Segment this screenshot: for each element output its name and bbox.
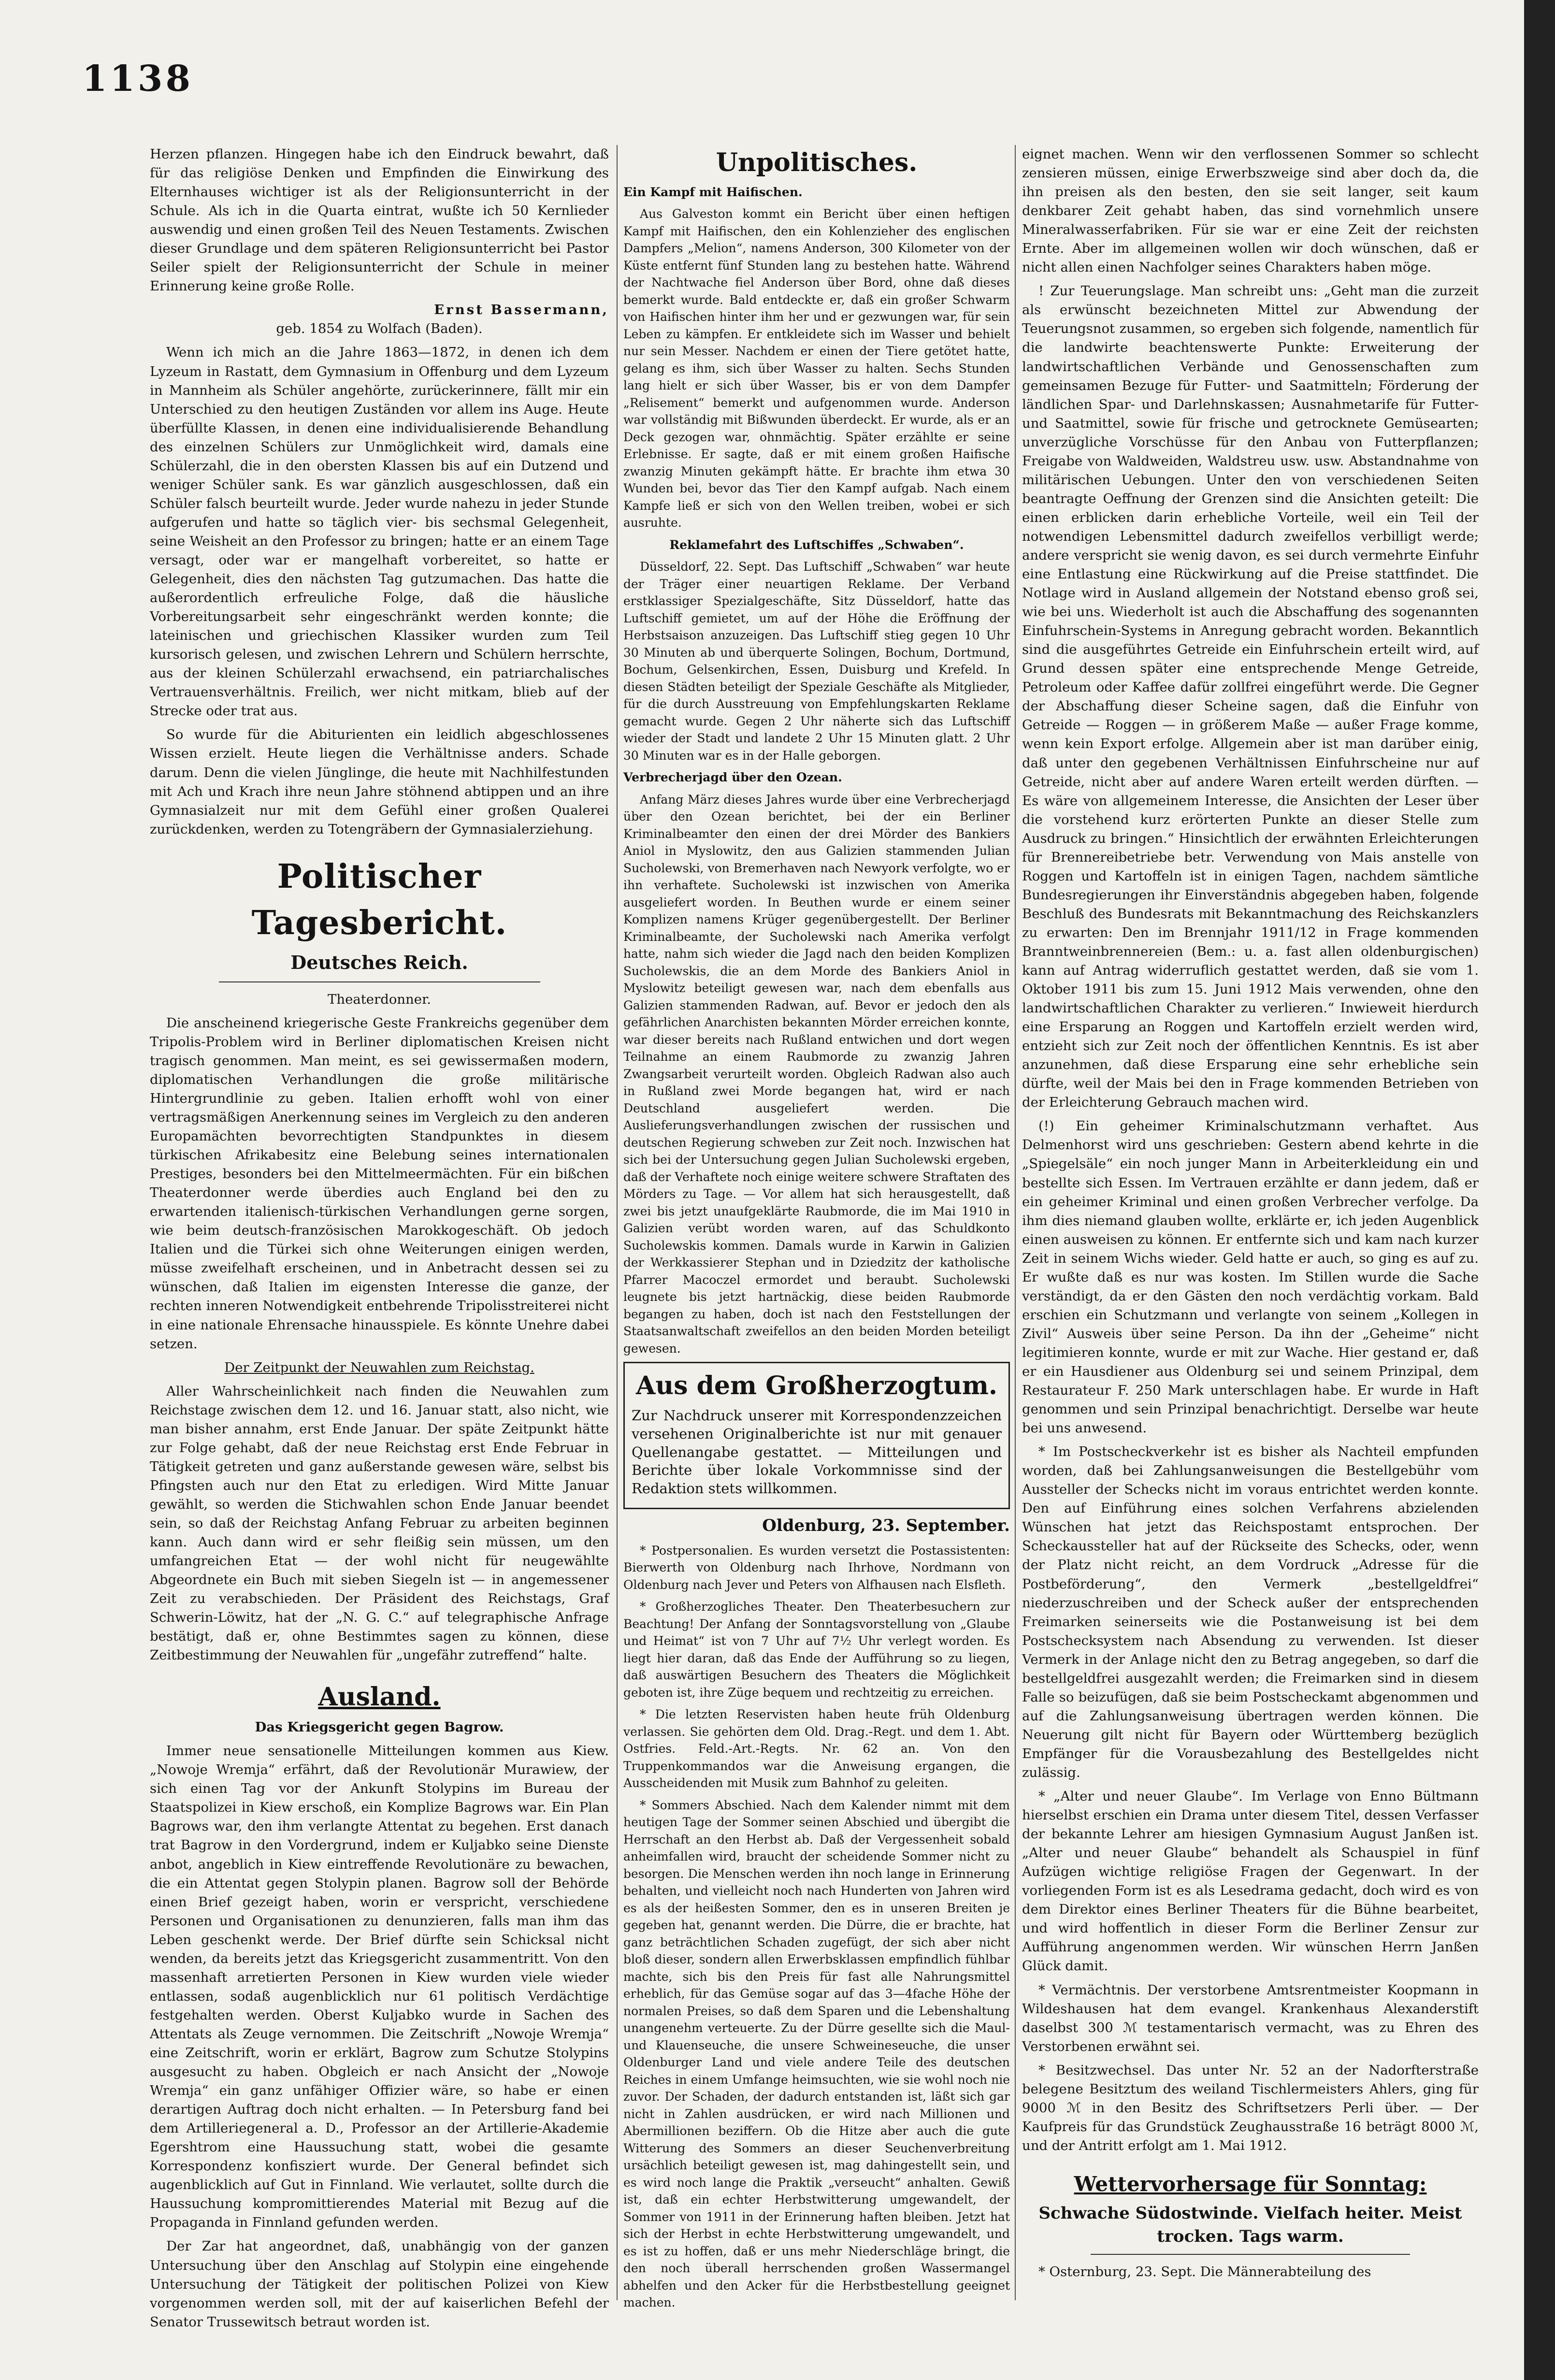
article-paragraph: So wurde für die Abiturienten ein leidlich abgeschlossenes Wissen erzielt. Heute liegen die Verhältnisse anders. Schade darum. Denn die vielen Jünglinge, die heute mit Nachhilfestunden mit Ach und Krach ihre neun Jahre stöhnend abtippen und an ihre Gymnasialzeit nur mit dem Gefühl einer großen Qualerei zurückdenken, werden zu Totengräbern der Gymnasialerziehung.	[150, 727, 609, 837]
section-heading: Unpolitisches.	[716, 148, 918, 177]
article-paragraph: eignet machen. Wenn wir den verflossenen Sommer so schlecht zensieren müssen, einige Erwerbszweige sind aber doch da, die ihn preisen als den besten, den sie seit langer, seit kaum denkbarer Zeit gehabt haben, das sind vornehmlich unsere Mineralwasserfabriken. Für sie war er eine Zeit der reichsten Ernte. Aber im allgemeinen wollen wir doch wünschen, daß er nicht allen einen Nachfolger seines Charakters haben möge.	[1022, 146, 1479, 275]
article-paragraph: (!) Ein geheimer Kriminalschutzmann verhaftet. Aus Delmenhorst wird uns geschrieben: Gestern abend kehrte in die „Spiegelsäle“ ein noch junger Mann in Arbeiterkleidung ein und bestellte sich Essen. Im Vertrauen erzählte er dann jedem, daß er ein geheimer Kriminal und einen großen Verbrecher verfolge. Da ihm dies niemand glauben wollte, erklärte er, ich jeden Augenblick einen ausweisen zu können. Er entfernte sich und kam nach kurzer Zeit in seinem Wichs wieder. Geld hatte er auch, so ging es auf zu. Er wußte daß es nur was kosten. Im Stillen wurde die Sache verständigt, da er den Gästen den noch verdächtig vorkam. Bald erschien ein Schutzmann und verlangte von seinem „Kollegen in Zivil“ Ausweis über seine Person. Da ihn der „Geheime“ nicht legitimieren konnte, wurde er mit zur Wache. Hier gestand er, daß er ein Hausdiener aus Oldenburg sei und seinem Prinzipal, dem Restaurateur F. 250 Mark unterschlagen habe. Er wurde in Haft genommen und sein Prinzipal benachrichtigt. Derselbe war heute bei uns anwesend.	[1022, 1118, 1479, 1436]
section-heading: Ausland.	[318, 1682, 441, 1712]
article-paragraph: ! Zur Teuerungslage. Man schreibt uns: „Geht man die zurzeit als erwünscht bezeichneten Mittel zur Abwendung der Teuerungsnot zusammen, so ergeben sich folgende, namentlich für die landwirte beachtenswerte Punkte: Erweiterung der landwirtschaftlichen Verbände und Genossenschaften zum gemeinsamen Bezuge für Futter- und Saatmitteln; Förderung der ländlichen Spar- und Darlehnskassen; Ausnahmetarife für Futter- und Saatmittel, sowie für frische und getrocknete Gemüsearten; unverzügliche Vorschüsse für den Anbau von Futterpflanzen; Freigabe von Waldweiden, Waldstreu usw. usw. Abstandnahme von militärischen Uebungen. Unter den von verschiedenen Seiten beantragte Oeffnung der Grenzen sind die Ansichten geteilt: Die einen erblicken darin erhebliche Vorteile, weil ein Teil der notwendigen Lebensmittel dadurch zweifellos verbilligt werde; andere verspricht sie wenig davon, es sei durch vermehrte Einfuhr eine Entlastung eine Rückwirkung auf die Preise stattfindet. Die Notlage wird in Ausland allgemein der Notstand ebenso groß sei, wie bei uns. Wiederholt ist auch die Abschaffung des sogenannten Einfuhrschein-Systems in Anregung gebracht worden. Bekanntlich sind die ausgeführtes Getreide ein Einfuhrschein erteilt wird, auf Grund dessen später eine entsprechende Menge Getreide, Petroleum oder Kaffee dafür zollfrei eingeführt werde. Die Gegner der Abschaffung dieser Scheine sagen, daß die Einfuhr von Getreide — Roggen — in größerem Maße — außer Frage komme, wenn kein Export erfolge. Allgemein aber ist man darüber einig, daß unter den gegebenen Verhältnissen Einfuhrscheine nur auf Getreide, nicht aber auf andere Waren erteilt werden dürften. — Es wäre von allgemeinem Interesse, die Ansichten der Leser über die vorstehend kurz erörterten Punkte an dieser Stelle zum Ausdruck zu bringen.“ Hinsichtlich der erwähnten Erleichterungen für Brennereibetriebe betr. Verwendung von Mais anstelle von Roggen und Kartoffeln ist in einigen Tagen, nachdem sämtliche Bundesregierungen ihr Einverständnis abgegeben haben, folgende Beschluß des Bundesrats mit Bekanntmachung des Reichskanzlers zu erwarten: Den im Brennjahr 1911/12 in Frage kommenden Branntweinbrennereien (Bem.: u. a. fast allen oldenburgischen) kann auf Antrag widerruflich gestattet werden, daß sie vom 1. Oktober 1911 bis zum 15. Juni 1912 Mais verwenden, ohne den landwirtschaftlichen Charakter zu verlieren.“ Inwieweit hierdurch eine Ersparung an Roggen und Kartoffeln erzielt werden wird, entzieht sich zur Zeit noch der öffentlichen Kenntnis. Es ist aber anzunehmen, daß diese Ersparung eine sehr erhebliche sein dürfte, weil der Mais bei den in Frage kommenden Betrieben von der Erleichterung Gebrauch machen wird.	[1022, 283, 1479, 1111]
article-paragraph: Aus Galveston kommt ein Bericht über einen heftigen Kampf mit Haifischen, den ein Kohlenzieher des englischen Dampfers „Melion“, namens Anderson, 300 Kilometer von der Küste entfernt fünf Stunden lang zu bestehen hatte. Während der Nachtwache fiel Anderson über Bord, ohne daß dieses bemerkt wurde. Bald entdeckte er, daß ein großer Schwarm von Haifischen hinter ihm her und er gezwungen war, für sein Leben zu kämpfen. Er entkleidete sich im Wasser und behielt nur sein Messer. Nachdem er einen der Tiere getötet hatte, gelang es ihm, sich über Wasser zu halten. Sechs Stunden lang hielt er sich über Wasser, bis er von dem Dampfer „Relisement“ bemerkt und aufgenommen wurde. Anderson war vollständig mit Bißwunden überdeckt. Er wurde, als er an Deck gezogen war, ohnmächtig. Später erzählte er seine Erlebnisse. Er sagte, daß er mit einem großen Haifische zwanzig Minuten gekämpft hätte. Er brachte ihm etwa 30 Wunden bei, bevor das Tier den Kampf aufgab. Nach einem Kampfe ließ er sich von den Wellen treiben, wobei er sich ausruhte.	[623, 207, 1010, 530]
article-title: Der Zeitpunkt der Neuwahlen zum Reichstag.	[224, 1359, 534, 1375]
divider	[219, 981, 540, 982]
article-paragraph: Die anscheinend kriegerische Geste Frankreichs gegenüber dem Tripolis-Problem wird in Berliner diplomatischen Kreisen nicht tragisch genommen. Man meint, es sei gewissermaßen modern, diplomatischen Verhandlungen die große militärische Hintergrundlinie zu geben. Italien erhofft wohl von einer vertragsmäßigen Anerkennung seines im Vergleich zu den anderen Europamächten bevorrechtigten Standpunktes in diesem türkischen Afrikabesitz eine Belebung seines internationalen Prestiges, besonders bei den Mittelmeermächten. Für ein bißchen Theaterdonner werde überdies auch England bei den zu erwartenden italienisch-türkischen Verhandlungen gerne sorgen, wie beim deutsch-französischen Marokkogeschäft. Ob jedoch Italien und die Türkei sich ohne Weiterungen einigen werden, müsse zweifelhaft erscheinen, und in Anbetracht dessen sei zu wünschen, daß Italien im eigensten Interesse die ganze, der rechten inneren Notwendigkeit entbehrende Tripolisstreiterei nicht in eine nationale Ehrensache hinausspiele. Es könnte Unehre dabei setzen.	[150, 1015, 609, 1352]
article-paragraph: * Osternburg, 23. Sept. Die Männerabteilung des	[1038, 2264, 1371, 2280]
article-paragraph: Herzen pflanzen. Hingegen habe ich den Eindruck bewahrt, daß für das religiöse Denken und Empfinden die Einwirkung des Elternhauses wichtiger ist als der Religionsunterricht in der Schule. Als ich in die Quarta eintrat, wußte ich 50 Kernlieder auswendig und einen großen Teil des Neuen Testaments. Zwischen dieser Grundlage und dem späteren Religionsunterricht bei Pastor Seiler spielt der Religionsunterricht der Schule in meiner Erinnerung keine große Rolle.	[150, 146, 609, 294]
subsection-heading: Deutsches Reich.	[290, 951, 468, 973]
scan-edge	[1524, 0, 1555, 2380]
weather-forecast-title: Wettervorhersage für Sonntag:	[1074, 2172, 1427, 2196]
divider	[1091, 2254, 1411, 2255]
article-paragraph: Düsseldorf, 22. Sept. Das Luftschiff „Schwaben“ war heute der Träger einer neuartigen Reklame. Der Verband erstklassiger Spezialgeschäfte, Sitz Düsseldorf, hatte das Luftschiff gemietet, um auf der Höhe die Eröffnung der Herbstsaison anzuzeigen. Das Luftschiff stieg gegen 10 Uhr 30 Minuten ab und überquerte Solingen, Bochum, Dortmund, Bochum, Gelsenkirchen, Essen, Duisburg und Krefeld. In diesen Städten beteiligt der Speziale Geschäfte als Mitglieder, für die durch Ausstreuung von Empfehlungskarten Reklame gemacht wurde. Gegen 2 Uhr näherte sich das Luftschiff wieder der Stadt und landete 2 Uhr 15 Minuten glatt. 2 Uhr 30 Minuten war es in der Halle geborgen.	[623, 560, 1010, 763]
article-paragraph: * Großherzogliches Theater. Den Theaterbesuchern zur Beachtung! Der Anfang der Sonntagsvorstellung von „Glaube und Heimat“ ist von 7 Uhr auf 7½ Uhr verlegt worden. Es liegt hier daran, daß das Ende der Aufführung so zu liegen, daß auswärtigen Besuchern des Theaters die Möglichkeit geboten ist, ihre Züge bequem und rechtzeitig zu erreichen.	[623, 1600, 1010, 1700]
article-paragraph: * Besitzwechsel. Das unter Nr. 52 an der Nadorfterstraße belegene Besitztum des weiland Tischlermeisters Ahlers, ging für 9000 ℳ in den Besitz des Schriftsetzers Perli über. — Der Kaufpreis für das Grundstück Zeughausstraße 16 beträgt 8000 ℳ, und der Antritt erfolgt am 1. Mai 1912.	[1022, 2062, 1479, 2153]
dateline: Oldenburg, 23. September.	[762, 1515, 1010, 1535]
section-notice: Zur Nachdruck unserer mit Korrespondenzzeichen versehenen Originalberichte ist nur mit genauer Quellenangabe gestattet. — Mitteilungen und Berichte über lokale Vorkommnisse sind der Redaktion stets willkommen.	[632, 1407, 1002, 1497]
column-right	[1022, 145, 1479, 2286]
article-paragraph: Anfang März dieses Jahres wurde über eine Verbrecherjagd über den Ozean berichtet, bei der ein Berliner Kriminalbeamter den einen der drei Mörder des Bankiers Aniol in Myslowitz, den aus Galizien stammenden Julian Sucholewski, von Bremerhaven nach Newyork verfolgte, wo er ihn verhaftete. Sucholewski ist inzwischen von Amerika ausgeliefert worden. In Beuthen wurde er einem seiner Komplizen namens Krüger gegenübergestellt. Der Berliner Kriminalbeamte, der Sucholewski nach Amerika verfolgt hatte, nahm sich wieder die Jagd nach den beiden Komplizen Sucholewskis, die an dem Morde des Bankiers Aniol in Myslowitz beteiligt gewesen war, nach dem ebenfalls aus Galizien stammenden Radwan, auf. Bevor er jedoch den als gefährlichen Anarchisten bekannten Mörder erreichen konnte, war dieser bereits nach Rußland entwichen und dort wegen Teilnahme an einem Raubmorde zu zwanzig Jahren Zwangsarbeit verurteilt worden. Obgleich Radwan also auch in Rußland zwei Morde begangen hat, wird er nach Deutschland ausgeliefert werden. Die Auslieferungsverhandlungen zwischen der russischen und deutschen Regierung schweben zur Zeit noch. Inzwischen hat sich bei der Untersuchung gegen Julian Sucholewski ergeben, daß der Verhaftete noch einige weitere schwere Straftaten des Mörders zu Tage. — Vor allem hat sich herausgestellt, daß zwei bis jetzt unaufgeklärte Raubmorde, die im Mai 1910 in Galizien verübt worden waren, auf das Schuldkonto Sucholewskis kommen. Damals wurde in Karwin in Galizien der Werkkassierer Stephan und in Dziedzitz der katholische Pfarrer Macoczel ermordet und beraubt. Sucholewski leugnete bis jetzt hartnäckig, diese beiden Raubmorde begangen zu haben, doch ist nach den Feststellungen der Staatsanwaltschaft zweifellos an den beiden Morden beteiligt gewesen.	[623, 792, 1010, 1356]
column-middle	[623, 145, 1010, 2316]
article-title: Theaterdonner.	[328, 991, 431, 1007]
article-paragraph: * Postpersonalien. Es wurden versetzt die Postassistenten: Bierwerth von Oldenburg nach Ihrhove, Nordmann von Oldenburg nach Jever und Peters von Alfhausen nach Elsfleth.	[623, 1543, 1010, 1592]
section-heading: Politischer Tagesbericht.	[251, 857, 507, 943]
regional-section-box	[623, 1362, 1010, 1509]
column-rule	[617, 145, 618, 2300]
article-paragraph: Der Zar hat angeordnet, daß, unabhängig von der ganzen Untersuchung über den Anschlag auf Stolypin eine eingehende Untersuchung der Tätigkeit der politischen Polizei von Kiew vorgenommen werden soll, mit der auf kaiserlichen Befehl der Senator Trussewitsch betraut worden ist.	[150, 2238, 609, 2330]
article-paragraph: * Die letzten Reservisten haben heute früh Oldenburg verlassen. Sie gehörten dem Old. Drag.-Regt. und dem 1. Abt. Ostfries. Feld.-Art.-Regts. Nr. 62 an. Von den Truppenkommandos war die Anweisung ergangen, die Ausscheidenden mit Musik zum Bahnhof zu geleiten.	[623, 1707, 1010, 1790]
column-rule	[1015, 145, 1016, 2300]
article-paragraph: * Sommers Abschied. Nach dem Kalender nimmt mit dem heutigen Tage der Sommer seinen Abschied und übergibt die Herrschaft an den Herbst ab. Daß der Vergessenheit sobald anheimfallen wird, braucht der scheidende Sommer nicht zu besorgen. Die Menschen werden ihn noch lange in Erinnerung behalten, und vielleicht noch nach Hunderten von Jahren wird es als der heißesten Sommer, den es in unseren Breiten je gegeben hat, genannt werden. Die Dürre, die er brachte, hat ganz beträchtlichen Schaden zugefügt, der sich aber nicht bloß dieser, sondern allen Erwerbsklassen empfindlich fühlbar machte, sich bis den Preis für fast alle Nahrungsmittel erheblich, für das Gemüse sogar auf das 3—4fache Höhe der normalen Preises, so daß dem Sparen und die Lebenshaltung unangenehm verteuerte. Zu der Dürre gesellte sich die Maul- und Klauenseuche, die unsere Schweineseuche, die unser Oldenburger Land und viele andere Teile des deutschen Reiches in einem Umfange heimsuchten, wie sie wohl noch nie zuvor. Der Schaden, der dadurch entstanden ist, läßt sich gar nicht in Zahlen ausdrücken, er wird nach Millionen und Abermillionen beziffern. Ob die Hitze aber auch die gute Witterung des Sommers an dieser Seuchenverbreitung ursächlich beteiligt gewesen ist, mag dahingestellt sein, und es wird noch lange die Praktik „verseucht“ anhalten. Gewiß ist, daß ein echter Herbstwitterung umgewandelt, der Sommer von 1911 in der Erinnerung haften bleiben. Jetzt hat sich der Herbst in echte Herbstwitterung umgewandelt, und es ist zu hoffen, daß er uns mehr Niederschläge bringt, die den noch überall herrschenden großen Wassermangel abhelfen und den Acker für die Herbstbestellung geeignet machen.	[623, 1798, 1010, 2310]
article-paragraph: * Im Postscheckverkehr ist es bisher als Nachteil empfunden worden, daß bei Zahlungsanweisungen die Bestellgebühr vom Aussteller der Schecks nicht im voraus entrichtet werden konnte. Den auf Einführung eines solchen Verfahrens abzielenden Wünschen hat jetzt das Reichspostamt entsprochen. Der Scheckaussteller hat auf der Rückseite des Schecks, oder, wenn der Platz nicht reicht, an dem Vordruck „Adresse für die Postbeförderung“, den Vermerk „bestellgeldfrei“ niederzuschreiben und der Scheck außer der entsprechenden Freimarken seinerseits wie die Postanweisung ist bei dem Postschecksystem nach Absendung zu verwenden. Ist dieser Vermerk in der Anlage nicht den zu Betrag angegeben, so darf die bestellgeldfrei ausgezahlt werden; die Freimarken sind in diesem Falle so beizufügen, daß sie beim Postscheckamt abgenommen und auf die Zahlungsanweisung übertragen werden können. Die Neuerung gilt nicht für Bayern oder Württemberg bezüglich Empfänger für die Vorausbezahlung des Bestellgeldes nicht zulässig.	[1022, 1444, 1479, 1780]
section-heading: Aus dem Großherzogtum.	[636, 1371, 997, 1401]
article-title: Reklamefahrt des Luftschiffes „Schwaben“.	[669, 537, 964, 552]
article-paragraph: * „Alter und neuer Glaube“. Im Verlage von Enno Bültmann hierselbst erschien ein Drama unter diesem Titel, dessen Verfasser der bekannte Lehrer am hiesigen Gymnasium August Janßen ist. „Alter und neuer Glaube“ behandelt als Schauspiel in fünf Aufzügen wichtige religiöse Fragen der Gegenwart. In der vorliegenden Form ist es als Lesedrama gedacht, doch wird es von dem Direktor eines Berliner Theaters für die Bühne bearbeitet, und wird hoffentlich in dieser Form die Berliner Zensur zur Aufführung angenommen werden. Wir wünschen Herrn Janßen Glück damit.	[1022, 1789, 1479, 1974]
author-origin: geb. 1854 zu Wolfach (Baden).	[276, 321, 483, 337]
article-paragraph: Aller Wahrscheinlichkeit nach finden die Neuwahlen zum Reichstage zwischen dem 12. und 16. Januar statt, also nicht, wie man bisher annahm, erst Ende Januar. Der späte Zeitpunkt hätte zur Folge gehabt, daß der neue Reichstag erst Ende Februar in Tätigkeit getreten und ganz außerstande gewesen wäre, selbst bis Pfingsten auch nur den Etat zu erledigen. Wird Mitte Januar gewählt, so werden die Stichwahlen schon Ende Januar beendet sein, so daß der Reichstag Anfang Februar zu arbeiten beginnen kann. Auch dann wird er sehr fleißig sein müssen, um den umfangreichen Etat — der wohl nicht für neugewählte Abgeordnete ein Buch mit sieben Siegeln ist — in angemessener Zeit zu verabschieden. Der Präsident des Reichstags, Graf Schwerin-Löwitz, hat der „N. G. C.“ auf telegraphische Anfrage bestätigt, daß er, ohne Bestimmtes sagen zu können, diese Zeitbestimmung der Neuwahlen für „ungefähr zutreffend“ halte.	[150, 1383, 609, 1663]
weather-forecast-text: Schwache Südostwinde. Vielfach heiter. Meist trocken. Tags warm.	[1038, 2203, 1462, 2246]
article-title: Das Kriegsgericht gegen Bagrow.	[255, 1719, 504, 1735]
column-left	[150, 145, 609, 2337]
article-title: Verbrecherjagd über den Ozean.	[623, 770, 842, 785]
article-paragraph: Immer neue sensationelle Mitteilungen kommen aus Kiew. „Nowoje Wremja“ erfährt, daß der Revolutionär Murawiew, der sich einen Tag vor der Ankunft Stolypins im Bureau der Staatspolizei in Kiew erschoß, ein Komplize Bagrows war. Ein Plan Bagrows war, den ihm verlangte Attentat zu begehen. Erst danach trat Bagrow in den Vordergrund, indem er Kuljabko seine Dienste anbot, angeblich in Kiew eintreffende Revolutionäre zu bewachen, die ein Attentat gegen Stolypin planen. Bagrow soll der Behörde einen Brief gezeigt haben, worin er verspricht, verschiedene Personen und Organisationen zu denunzieren, falls man ihm das Leben geschenkt werde. Der Brief dürfte sein Schicksal nicht wenden, da bereits jetzt das Kriegsgericht zusammentritt. Von den massenhaft arretierten Personen in Kiew wurden viele wieder entlassen, sodaß augenblicklich nur 61 politisch Verdächtige festgehalten werden. Oberst Kuljabko wurde in Sachen des Attentats als Zeuge vernommen. Die Zeitschrift „Nowoje Wremja“ eine Zeitschrift, worin er erklärt, Bagrow zum Schutze Stolypins ausgesucht zu haben. Obgleich er nach Ansicht der „Nowoje Wremja“ ein ganz unfähiger Offizier wäre, so habe er einen derartigen Auftrag doch nicht erhalten. — In Petersburg fand bei dem Artilleriegeneral a. D., Professor an der Artillerie-Akademie Egershtrom eine Haussuchung statt, wobei die gesamte Korrespondenz konfisziert wurde. Der General befindet sich augenblicklich auf Gut in Finnland. Wie verlautet, sollte durch die Haussuchung kompromittierendes Material mit Bezug auf die Propaganda in Finnland gefunden werden.	[150, 1743, 609, 2231]
article-title: Ein Kampf mit Haifischen.	[623, 185, 803, 199]
author-signature: Ernst Bassermann,	[434, 302, 609, 318]
page-number: 1138	[82, 58, 193, 100]
article-paragraph: * Vermächtnis. Der verstorbene Amtsrentmeister Koopmann in Wildeshausen hat dem evangel. Krankenhaus Alexanderstift daselbst 300 ℳ testamentarisch vermacht, was zu Ehren des Verstorbenen erwähnt sei.	[1022, 1982, 1479, 2054]
article-paragraph: Wenn ich mich an die Jahre 1863—1872, in denen ich dem Lyzeum in Rastatt, dem Gymnasium in Offenburg und dem Lyzeum in Mannheim als Schüler angehörte, zurückerinnere, fällt mir ein Unterschied zu den heutigen Zuständen vor allem ins Auge. Heute überfüllte Klassen, in denen eine individualisierende Behandlung des einzelnen Schülers zur Unmöglichkeit wird, damals eine Schülerzahl, die in den obersten Klassen bis auf ein Dutzend und weniger Schüler sank. Es war gänzlich ausgeschlossen, daß ein Schüler falsch beurteilt wurde. Jeder wurde nahezu in jeder Stunde aufgerufen und hatte so täglich vier- bis sechsmal Gelegenheit, seine Weisheit an den Professor zu bringen; hatte er an einem Tage versagt, oder war er mangelhaft vorbereitet, so hatte er Gelegenheit, dies den nächsten Tag gutzumachen. Das hatte die außerordentlich erfreuliche Folge, daß die häusliche Vorbereitungsarbeit sehr eingeschränkt werden konnte; die lateinischen und griechischen Klassiker wurden zum Teil kursorisch gelesen, und zwischen Lehrern und Schülern herrschte, aus der kleinen Schülerzahl erwachsend, ein patriarchalisches Vertrauensverhältnis. Freilich, wer nicht mitkam, blieb auf der Strecke oder trat aus.	[150, 345, 609, 719]
